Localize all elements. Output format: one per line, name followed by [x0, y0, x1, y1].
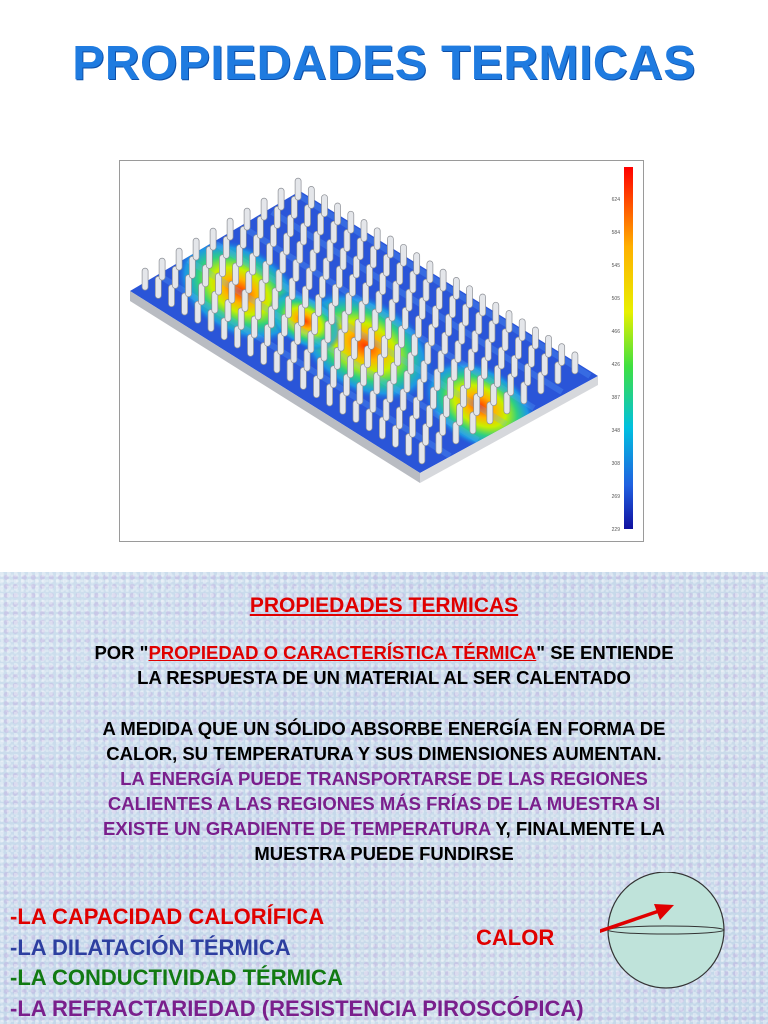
fin — [532, 327, 538, 349]
fin — [361, 220, 367, 242]
properties-list — [10, 902, 584, 1024]
list-item-heat-capacity: -LA CAPACIDAD CALORÍFICA — [10, 904, 325, 929]
scale-tick-label: 466 — [611, 329, 620, 335]
scale-tick-label: 624 — [611, 197, 620, 203]
fin — [387, 236, 393, 258]
heatsink-thermal-map — [120, 161, 643, 541]
panel-title: PROPIEDADES TERMICAS — [249, 594, 519, 617]
scale-tick-label: 584 — [611, 230, 620, 236]
fin — [414, 253, 420, 275]
fin — [159, 258, 165, 280]
list-item-refractoriness: -LA REFRACTARIEDAD (RESISTENCIA PIROSCÓPICA) — [10, 995, 584, 1021]
explanation-paragraph — [0, 716, 768, 866]
fin — [427, 261, 433, 283]
fin — [506, 311, 512, 333]
fin — [278, 188, 284, 210]
thermal-simulation-figure — [119, 160, 644, 542]
list-item-thermal-conductivity: -LA CONDUCTIVIDAD TÉRMICA — [10, 965, 343, 990]
fin — [440, 269, 446, 291]
explanation-line-3: LA ENERGÍA PUEDE TRANSPORTARSE DE LAS REGIONES — [120, 768, 648, 789]
scale-tick-label: 269 — [611, 494, 620, 500]
gradient-phrase: EXISTE UN GRADIENTE DE TEMPERATURA — [103, 818, 491, 839]
explanation-line-2: CALOR, SU TEMPERATURA Y SUS DIMENSIONES AUMENTAN. — [106, 743, 662, 764]
fin — [348, 211, 354, 233]
gradient-phrase-tail: Y, FINALMENTE LA — [490, 818, 665, 839]
fin — [295, 178, 301, 200]
heated-sphere-diagram — [600, 872, 750, 992]
explanation-line-1: A MEDIDA QUE UN SÓLIDO ABSORBE ENERGÍA EN FORMA DE — [102, 718, 666, 739]
fin — [572, 352, 578, 374]
fin — [142, 268, 148, 290]
scale-tick-label: 505 — [611, 296, 620, 302]
fin — [480, 294, 486, 316]
scale-tick-label: 308 — [611, 461, 620, 467]
fin — [244, 208, 250, 230]
fin — [559, 344, 565, 366]
scale-tick-label: 387 — [611, 395, 620, 401]
definition-line-2: LA RESPUESTA DE UN MATERIAL AL SER CALENTADO — [137, 667, 631, 688]
scale-tick-label: 229 — [611, 527, 620, 533]
scale-tick-label: 545 — [611, 263, 620, 269]
definition-line-1 — [0, 640, 768, 665]
fin — [261, 198, 267, 220]
fin — [308, 186, 314, 208]
definition-prefix: POR " — [94, 642, 149, 663]
scale-tick-label: 426 — [611, 362, 620, 368]
content-panel — [0, 572, 768, 1024]
explanation-line-4: CALIENTES A LAS REGIONES MÁS FRÍAS DE LA MUESTRA SI — [107, 793, 661, 814]
explanation-line-5 — [0, 816, 768, 841]
scale-tick-label: 348 — [611, 428, 620, 434]
fin — [210, 228, 216, 250]
fin — [519, 319, 525, 341]
definition-highlight: PROPIEDAD O CARACTERÍSTICA TÉRMICA — [148, 642, 537, 663]
fin — [493, 302, 499, 324]
fin — [335, 203, 341, 225]
fin — [401, 244, 407, 266]
heat-label: CALOR — [476, 925, 555, 950]
list-item-thermal-expansion: -LA DILATACIÓN TÉRMICA — [10, 934, 291, 960]
fin — [176, 248, 182, 270]
fin — [467, 286, 473, 308]
fin — [374, 228, 380, 250]
definition-paragraph — [0, 640, 768, 690]
fin — [546, 335, 552, 357]
definition-suffix: " SE ENTIENDE — [536, 642, 674, 663]
fin — [453, 277, 459, 299]
sphere-outline — [608, 872, 724, 988]
page-title: PROPIEDADES TERMICAS — [72, 37, 696, 90]
fin — [322, 195, 328, 217]
fin — [227, 218, 233, 240]
explanation-line-6: MUESTRA PUEDE FUNDIRSE — [254, 843, 514, 864]
fin — [193, 238, 199, 260]
color-scale-bar — [624, 167, 633, 529]
